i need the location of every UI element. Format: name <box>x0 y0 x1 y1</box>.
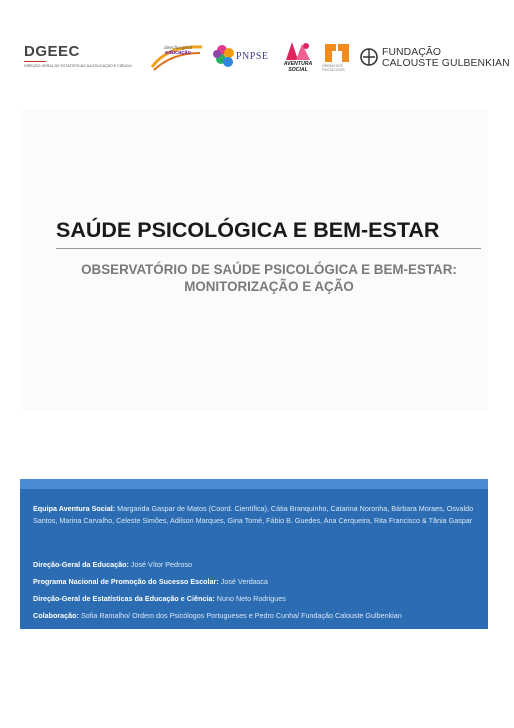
credits-dgeec-label: Direção-Geral de Estatísticas da Educação e Ciência: <box>33 594 215 603</box>
pnpse-logo-text: PNPSE <box>236 51 269 62</box>
credits-dge <box>33 559 479 571</box>
ordem-psicologos-logo <box>322 41 352 77</box>
credits-equipa-label: Equipa Aventura Social: <box>33 504 116 513</box>
dgeec-logo <box>24 43 144 73</box>
credits-dgeec <box>33 593 479 605</box>
credits-colaboracao <box>33 610 479 622</box>
gulbenkian-logo-mark <box>360 46 380 70</box>
gulbenkian-logo-line1: FUNDAÇÃO <box>382 47 442 58</box>
document-subtitle-line2: MONITORIZAÇÃO E AÇÃO <box>184 279 354 294</box>
document-title: SAÚDE PSICOLÓGICA E BEM-ESTAR <box>56 218 440 242</box>
dge-logo-line2: educação <box>165 50 191 56</box>
pnpse-logo <box>212 40 272 74</box>
credits-equipa-value: Margarida Gaspar de Matos (Coord. Científica), Cátia Branquinho, Catarina Noronha, Bárbara Moraes, Osvaldo Santos, Marina Carvalho, Celeste Simões, Adilson Marques, Gina Tomé, Fábio B. Guedes, Ana Cerqueira, Rita Francisco & Tânia Gaspar <box>33 504 474 525</box>
title-divider <box>56 248 481 249</box>
logo-strip <box>0 38 514 82</box>
credits-pnpse-label: Programa Nacional de Promoção do Sucesso Escolar: <box>33 577 219 586</box>
dgeec-logo-mark: DGEEC <box>24 43 80 60</box>
credits-dge-value: José Vítor Pedroso <box>130 560 193 569</box>
credits-dge-label: Direção-Geral da Educação: <box>33 560 129 569</box>
credits-pnpse <box>33 576 479 588</box>
credits-dgeec-value: Nuno Neto Rodrigues <box>216 594 286 603</box>
credits-colaboracao-label: Colaboração: <box>33 611 79 620</box>
ordem-psicologos-logo-mark <box>322 41 352 65</box>
gulbenkian-logo-line2: CALOUSTE GULBENKIAN <box>382 57 510 69</box>
dge-logo <box>148 41 206 73</box>
gulbenkian-logo <box>360 46 510 72</box>
gulbenkian-logo-text <box>382 48 510 69</box>
dge-logo-line1: direção-geral <box>164 46 192 51</box>
credits-colaboracao-value: Sofia Ramalho/ Ordem dos Psicólogos Portugueses e Pedro Cunha/ Fundação Calouste Gulbenkian <box>80 611 402 620</box>
credits-pnpse-value: José Verdasca <box>220 577 268 586</box>
aventura-social-logo-text: AVENTURA SOCIAL <box>283 61 313 73</box>
document-subtitle-line1: OBSERVATÓRIO DE SAÚDE PSICOLÓGICA E BEM-ESTAR: <box>81 262 457 277</box>
aventura-social-logo-mark <box>280 40 316 62</box>
dge-logo-label <box>158 46 198 56</box>
cover-panel <box>20 110 488 410</box>
credits-equipa <box>33 503 479 527</box>
dgeec-logo-subtitle: DIREÇÃO-GERAL DE ESTATÍSTICAS DA EDUCAÇÃO E CIÊNCIA <box>24 64 132 68</box>
ordem-psicologos-logo-text: ORDEM DOS PSICÓLOGOS <box>322 64 345 72</box>
aventura-social-logo <box>280 40 316 76</box>
credits-box <box>20 479 488 629</box>
dgeec-logo-bar <box>24 61 46 62</box>
document-subtitle <box>56 261 482 295</box>
